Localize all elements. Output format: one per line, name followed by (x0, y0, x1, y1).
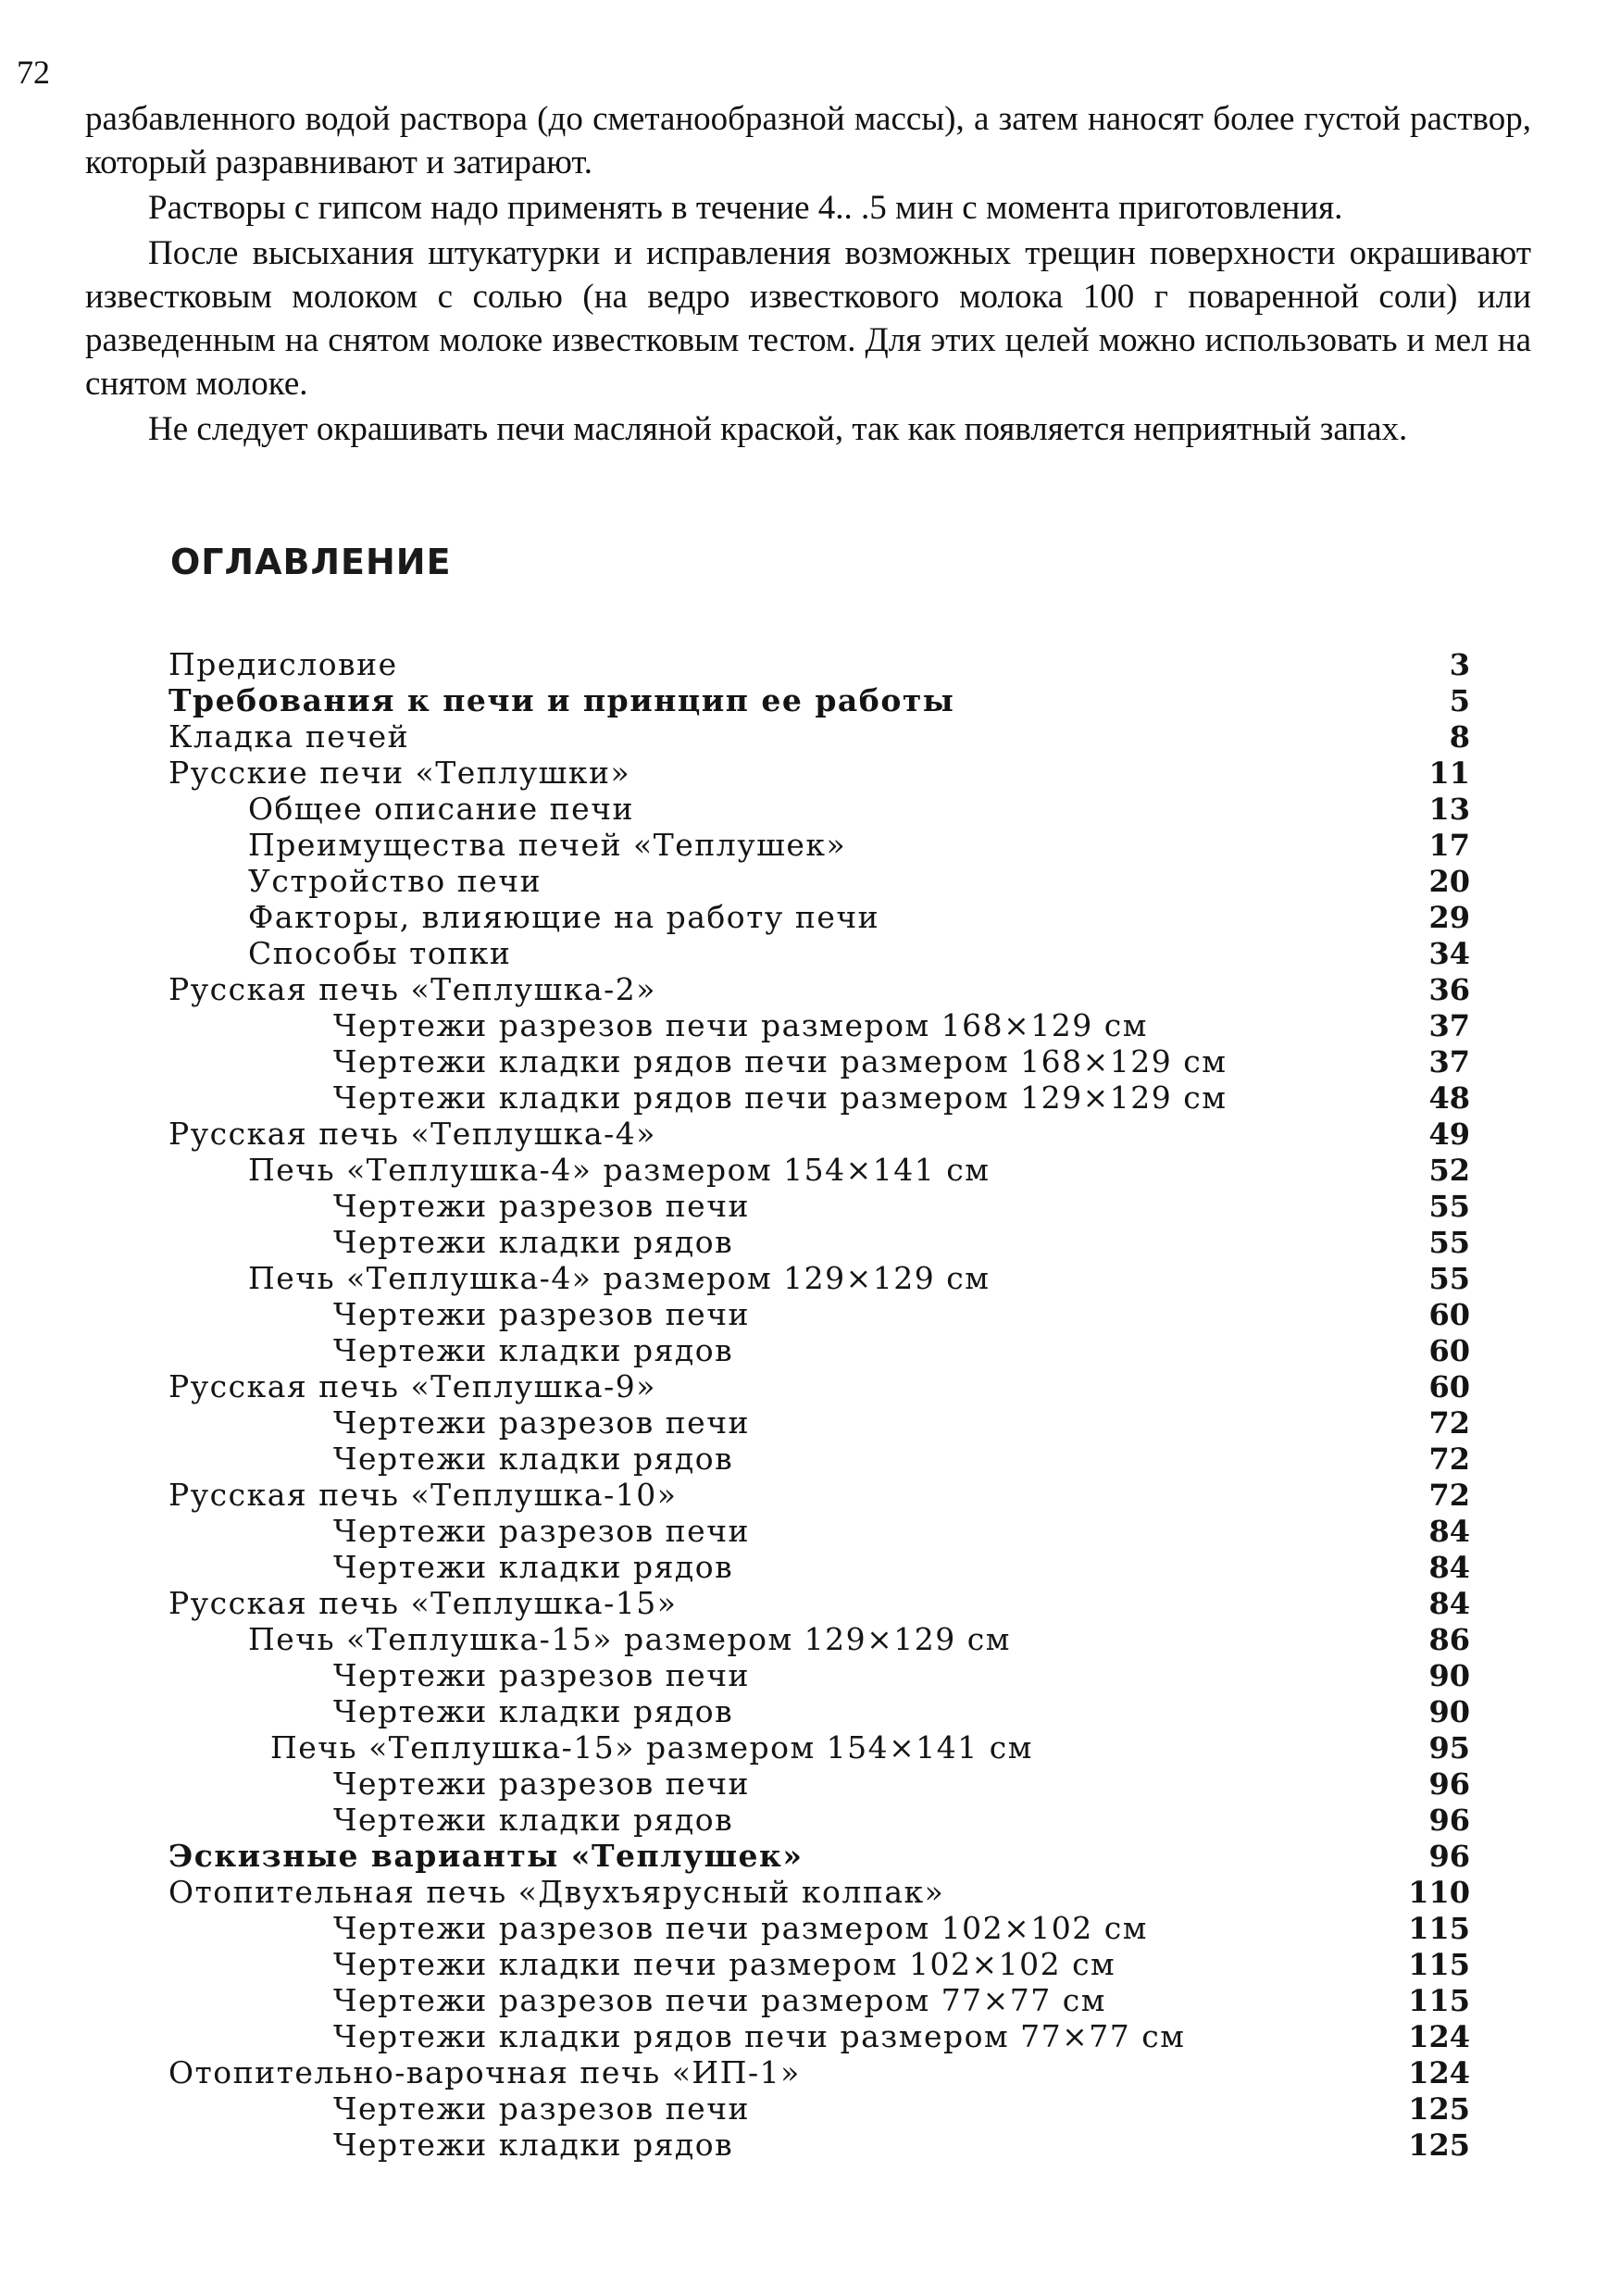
toc-entry-page: 124 (1408, 2055, 1470, 2090)
toc-entry-page: 11 (1428, 755, 1470, 791)
toc-entry-title: Чертежи разрезов печи (333, 1513, 751, 1549)
toc-entry-page: 72 (1428, 1441, 1470, 1477)
toc-entry-page: 115 (1408, 1983, 1470, 2018)
paragraph: Растворы с гипсом надо применять в течение 4.. .5 мин с момента приготовления. (148, 189, 1343, 227)
toc-entry (0, 1946, 1608, 1983)
toc-entry-title: Русские печи «Теплушки» (168, 755, 631, 791)
toc-entry (0, 1693, 1608, 1730)
toc-entry (0, 755, 1608, 792)
toc-entry-page: 115 (1408, 1911, 1470, 1946)
toc-entry (0, 935, 1608, 972)
toc-entry (0, 1838, 1608, 1875)
toc-entry-title: Чертежи кладки рядов (333, 1332, 734, 1368)
toc-entry-title: Чертежи разрезов печи (333, 2090, 751, 2127)
toc-entry-title: Требования к печи и принцип ее работы (168, 682, 955, 718)
toc-entry-page: 55 (1428, 1189, 1470, 1224)
toc-entry (0, 2090, 1608, 2128)
toc-entry-page: 37 (1428, 1044, 1470, 1079)
toc-entry-page: 60 (1428, 1333, 1470, 1368)
toc-entry-title: Печь «Теплушка-15» размером 154×141 см (270, 1729, 1033, 1766)
toc-entry-title: Печь «Теплушка-4» размером 154×141 см (248, 1152, 991, 1188)
toc-entry-title: Чертежи кладки рядов печи размером 77×77 см (333, 2018, 1186, 2054)
toc-entry-page: 20 (1428, 864, 1470, 899)
toc-entry-title: Печь «Теплушка-15» размером 129×129 см (248, 1621, 1011, 1657)
page-number: 72 (17, 54, 50, 91)
toc-entry-title: Чертежи кладки рядов (333, 1802, 734, 1838)
toc-entry-title: Чертежи разрезов печи (333, 1296, 751, 1332)
toc-entry-title: Устройство печи (248, 863, 542, 899)
toc-entry (0, 1404, 1608, 1441)
toc-entry-title: Чертежи разрезов печи (333, 1657, 751, 1693)
toc-entry (0, 1152, 1608, 1189)
toc-entry (0, 899, 1608, 936)
toc-entry-page: 95 (1428, 1730, 1470, 1766)
toc-entry-page: 110 (1408, 1875, 1470, 1910)
toc-entry (0, 1188, 1608, 1225)
toc-entry-title: Способы топки (248, 935, 512, 971)
toc-entry-page: 60 (1428, 1297, 1470, 1332)
toc-entry (0, 1585, 1608, 1622)
toc-entry (0, 1368, 1608, 1405)
toc-entry-page: 115 (1408, 1947, 1470, 1982)
toc-entry-title: Чертежи разрезов печи размером 77×77 см (333, 1982, 1106, 2018)
toc-entry (0, 1007, 1608, 1044)
toc-entry (0, 1766, 1608, 1803)
toc-entry (0, 646, 1608, 683)
toc-entry-page: 84 (1428, 1550, 1470, 1585)
toc-entry (0, 1874, 1608, 1911)
toc-entry (0, 1513, 1608, 1550)
toc-entry (0, 1043, 1608, 1080)
toc-entry-title: Русская печь «Теплушка-15» (168, 1585, 678, 1621)
toc-entry-page: 72 (1428, 1478, 1470, 1513)
toc-entry-page: 3 (1449, 647, 1470, 682)
toc-entry (0, 718, 1608, 755)
toc-entry-page: 96 (1428, 1803, 1470, 1838)
toc-entry-page: 55 (1428, 1261, 1470, 1296)
toc-entry (0, 1441, 1608, 1478)
toc-entry-title: Чертежи кладки рядов печи размером 168×129 см (333, 1043, 1228, 1079)
toc-entry (0, 1332, 1608, 1369)
toc-entry-page: 96 (1428, 1766, 1470, 1802)
toc-entry-title: Чертежи кладки рядов (333, 1224, 734, 1260)
toc-entry-title: Русская печь «Теплушка-4» (168, 1116, 656, 1152)
paragraph: Не следует окрашивать печи масляной краской, так как появляется неприятный запах. (148, 410, 1408, 448)
toc-entry-title: Чертежи разрезов печи размером 168×129 см (333, 1007, 1148, 1043)
toc-entry-title: Чертежи разрезов печи (333, 1188, 751, 1224)
toc-entry-page: 90 (1428, 1694, 1470, 1729)
toc-entry (0, 682, 1608, 719)
toc-entry (0, 1729, 1608, 1766)
toc-entry-title: Чертежи кладки печи размером 102×102 см (333, 1946, 1116, 1982)
toc-entry-title: Русская печь «Теплушка-9» (168, 1368, 656, 1404)
toc-entry (0, 1079, 1608, 1117)
toc-entry-page: 5 (1449, 683, 1470, 718)
toc-entry (0, 2054, 1608, 2091)
toc-entry-page: 37 (1428, 1008, 1470, 1043)
toc-entry-title: Отопительная печь «Двухъярусный колпак» (168, 1874, 945, 1910)
toc-entry-page: 84 (1428, 1514, 1470, 1549)
toc-entry-title: Русская печь «Теплушка-2» (168, 971, 656, 1007)
toc-entry-page: 124 (1408, 2019, 1470, 2054)
toc-entry-title: Чертежи кладки рядов (333, 1693, 734, 1729)
toc-entry-page: 84 (1428, 1586, 1470, 1621)
toc-entry (0, 1549, 1608, 1586)
toc-entry-title: Чертежи разрезов печи (333, 1404, 751, 1441)
toc-entry (0, 1260, 1608, 1297)
toc-entry-page: 60 (1428, 1369, 1470, 1404)
toc-entry (0, 1802, 1608, 1839)
toc-entry-page: 49 (1428, 1117, 1470, 1152)
toc-entry (0, 1477, 1608, 1514)
toc-entry-page: 125 (1408, 2091, 1470, 2127)
toc-entry (0, 1657, 1608, 1694)
toc-entry-title: Кладка печей (168, 718, 410, 755)
toc-entry-page: 55 (1428, 1225, 1470, 1260)
toc-entry-title: Чертежи кладки рядов (333, 1549, 734, 1585)
toc-entry-title: Эскизные варианты «Теплушек» (168, 1838, 804, 1874)
toc-entry-page: 29 (1428, 900, 1470, 935)
toc-entry-page: 96 (1428, 1839, 1470, 1874)
toc-entry-title: Общее описание печи (248, 791, 635, 827)
toc-entry-title: Печь «Теплушка-4» размером 129×129 см (248, 1260, 991, 1296)
toc-entry-title: Отопительно-варочная печь «ИП-1» (168, 2054, 801, 2090)
toc-entry-page: 90 (1428, 1658, 1470, 1693)
toc-entry-page: 34 (1428, 936, 1470, 971)
paragraph: После высыхания штукатурки и исправления возможных трещин поверхности окрашивают известковым молоком с солью (на ведро известкового молока 100 г поваренной соли) или разведенным на снятом молоке известковым тестом. Для этих целей можно использовать и мел на снятом молоке. (85, 234, 1531, 403)
toc-entry (0, 2127, 1608, 2164)
toc-entry (0, 791, 1608, 828)
toc-entry-title: Русская печь «Теплушка-10» (168, 1477, 678, 1513)
toc-entry-page: 48 (1428, 1080, 1470, 1116)
toc-entry-page: 17 (1428, 828, 1470, 863)
toc-heading: ОГЛАВЛЕНИЕ (170, 542, 452, 582)
toc-entry (0, 971, 1608, 1008)
toc-entry-page: 52 (1428, 1153, 1470, 1188)
toc-entry-title: Преимущества печей «Теплушек» (248, 827, 847, 863)
toc-entry (0, 1296, 1608, 1333)
paragraph: разбавленного водой раствора (до сметанообразной массы), а затем наносят более густой раствор, который разравнивают и затирают. (85, 100, 1531, 181)
toc-entry-page: 13 (1428, 792, 1470, 827)
toc-entry (0, 1116, 1608, 1153)
toc-entry (0, 863, 1608, 900)
toc-entry (0, 1910, 1608, 1947)
toc-entry-page: 8 (1449, 719, 1470, 755)
toc-entry (0, 1224, 1608, 1261)
toc-entry-title: Предисловие (168, 646, 398, 682)
toc-entry (0, 2018, 1608, 2055)
toc-entry-title: Чертежи кладки рядов (333, 1441, 734, 1477)
toc-entry (0, 1982, 1608, 2019)
toc-entry-title: Чертежи разрезов печи размером 102×102 см (333, 1910, 1148, 1946)
toc-entry-page: 86 (1428, 1622, 1470, 1657)
toc-entry-page: 72 (1428, 1405, 1470, 1441)
toc-entry-page: 36 (1428, 972, 1470, 1007)
toc-entry-title: Чертежи разрезов печи (333, 1766, 751, 1802)
toc-entry-title: Чертежи кладки рядов печи размером 129×129 см (333, 1079, 1228, 1116)
toc-entry (0, 1621, 1608, 1658)
toc-entry-page: 125 (1408, 2128, 1470, 2163)
toc-entry-title: Факторы, влияющие на работу печи (248, 899, 880, 935)
toc-entry-title: Чертежи кладки рядов (333, 2127, 734, 2163)
toc-entry (0, 827, 1608, 864)
